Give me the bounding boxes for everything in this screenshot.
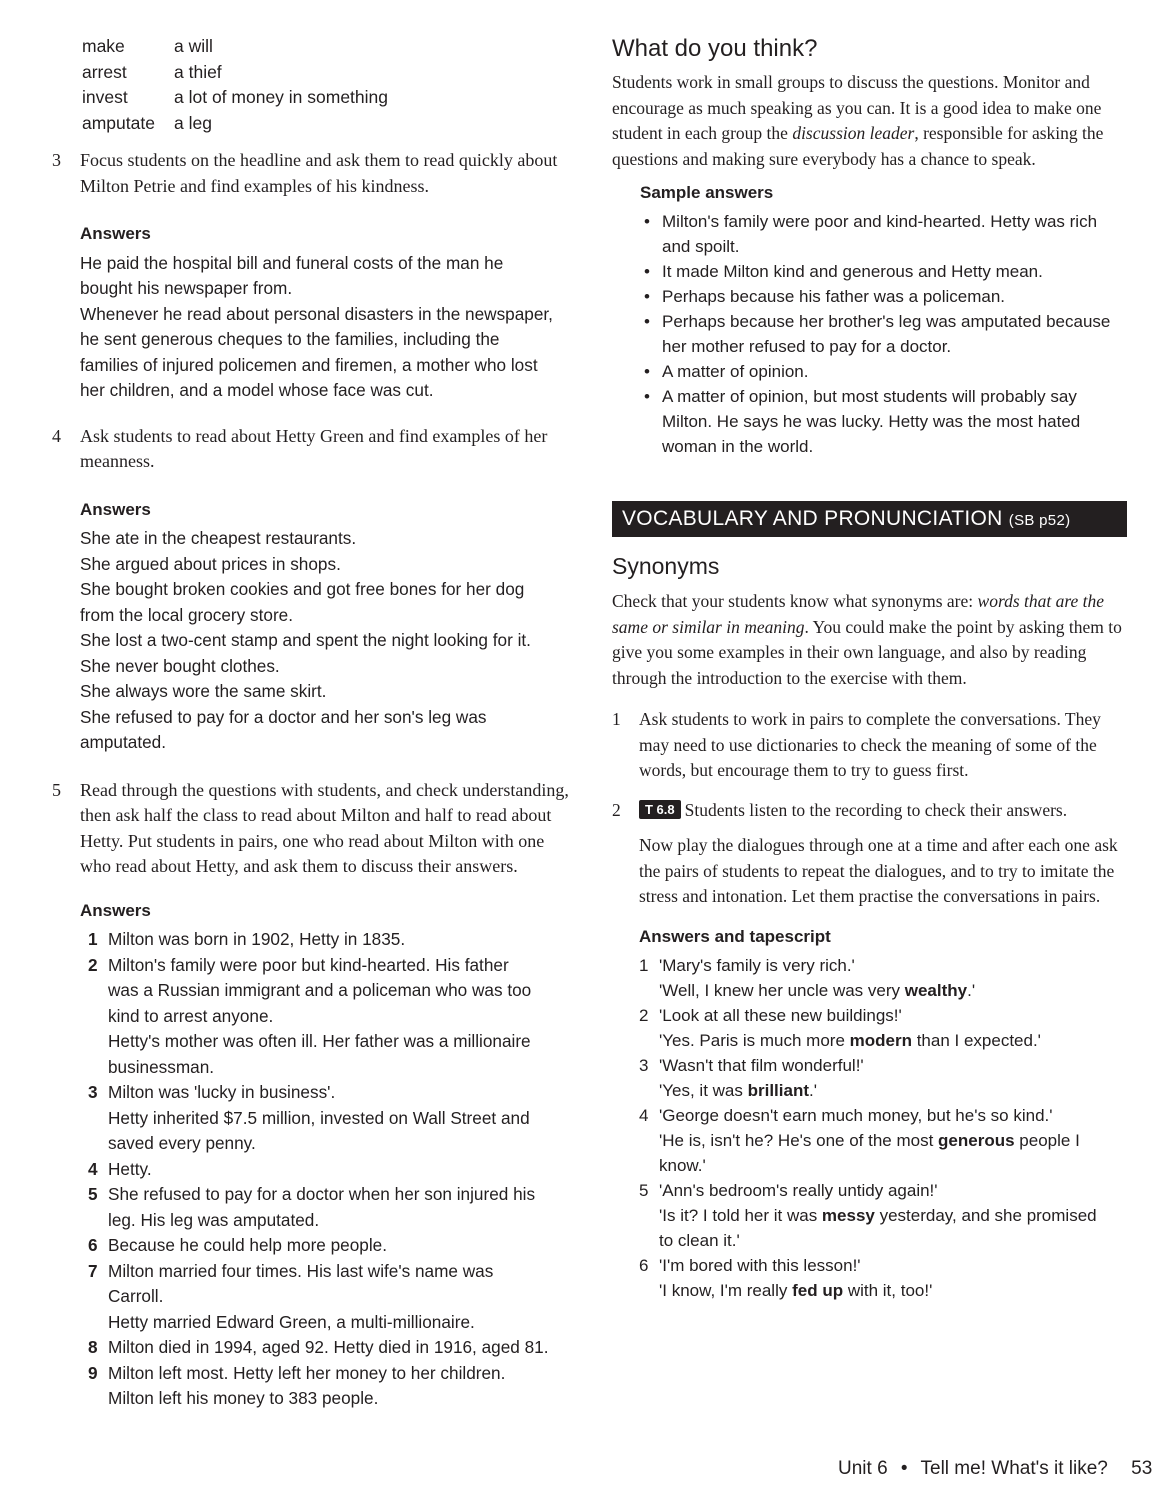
answer-line: Hetty inherited $7.5 million, invested on Wall Street and bbox=[108, 1107, 530, 1128]
word-pair-row bbox=[82, 60, 572, 86]
answer-item bbox=[88, 1080, 572, 1157]
tapescript-text: 'Mary's family is very rich.' bbox=[659, 955, 855, 975]
footer-title: Tell me! What's it like? bbox=[920, 1458, 1108, 1479]
sample-bullet bbox=[640, 309, 1127, 359]
bullet-icon: • bbox=[644, 262, 650, 281]
tapescript-text: 'I'm bored with this lesson!' bbox=[659, 1255, 861, 1275]
tapescript-text: with it, too!' bbox=[843, 1280, 933, 1300]
tapescript-line bbox=[659, 1003, 1127, 1028]
answer-item-number: 4 bbox=[88, 1158, 98, 1179]
tapescript-line bbox=[659, 1128, 1127, 1153]
pair-object: a leg bbox=[174, 112, 212, 133]
answer-line: kind to arrest anyone. bbox=[108, 1005, 274, 1026]
answer-item-number: 9 bbox=[88, 1362, 98, 1383]
item-5 bbox=[52, 778, 572, 880]
syn-body-part2: . You could make the point by asking them to give you some examples in their own language, and also by reading through the introduction to the exercise with them. bbox=[612, 616, 1122, 688]
answer-item bbox=[88, 1361, 572, 1412]
tapescript-line bbox=[659, 1178, 1127, 1203]
answer-line: She always wore the same skirt. bbox=[80, 681, 327, 701]
tapescript-text: 'He is, isn't he? He's one of the most bbox=[659, 1130, 939, 1150]
tapescript-text: than I expected.' bbox=[911, 1030, 1041, 1050]
syn-body-italic: words that are the same or similar in meaning bbox=[612, 591, 1105, 637]
answers-5 bbox=[80, 898, 572, 1412]
sample-bullet bbox=[640, 359, 1127, 384]
answer-line: Hetty married Edward Green, a multi-millionaire. bbox=[108, 1311, 475, 1332]
bullet-line: woman in the world. bbox=[662, 437, 814, 456]
tapescript-item-number: 5 bbox=[639, 1180, 649, 1200]
tapescript-text: know.' bbox=[659, 1155, 706, 1175]
answer-line: Hetty's mother was often ill. Her father was a millionaire bbox=[108, 1031, 531, 1051]
tapescript-text: .' bbox=[809, 1080, 817, 1100]
answer-item-number: 6 bbox=[88, 1235, 98, 1255]
synonyms-heading: Synonyms bbox=[612, 553, 720, 579]
tapescript-line bbox=[659, 1028, 1127, 1053]
answer-line: Milton's family were poor but kind-hearted. His father bbox=[108, 954, 509, 975]
tapescript-item bbox=[639, 1178, 1127, 1253]
bullet-line: A matter of opinion, but most students will probably say bbox=[662, 387, 1077, 406]
pair-verb: arrest bbox=[82, 61, 127, 82]
tapescript-text: 'Well, I knew her uncle was very bbox=[659, 980, 905, 1000]
answer-item bbox=[88, 953, 572, 1081]
vocab-item-2-text: Students listen to the recording to check their answers. bbox=[684, 799, 1068, 820]
item-4-text: Ask students to read about Hetty Green and find examples of her meanness. bbox=[80, 425, 548, 471]
tapescript-item bbox=[639, 1003, 1127, 1053]
tapescript-text: people I bbox=[1014, 1130, 1080, 1150]
bullet-icon: • bbox=[644, 287, 650, 306]
answer-item-number: 3 bbox=[88, 1082, 98, 1102]
tapescript-title: Answers and tapescript bbox=[639, 926, 831, 946]
synonym-word: generous bbox=[938, 1130, 1015, 1150]
tapescript-text: 'Look at all these new buildings!' bbox=[659, 1005, 902, 1025]
item-4-number: 4 bbox=[52, 425, 61, 446]
word-pair-row bbox=[82, 111, 572, 137]
answers-3 bbox=[80, 221, 572, 404]
footer-unit: Unit 6 bbox=[838, 1458, 888, 1479]
tapescript-line bbox=[659, 1228, 1127, 1253]
pair-verb: amputate bbox=[82, 112, 155, 133]
tapescript-item bbox=[639, 1253, 1127, 1303]
tapescript-items bbox=[639, 953, 1127, 1303]
answer-item bbox=[88, 1335, 572, 1361]
synonym-word: fed up bbox=[792, 1280, 844, 1300]
answer-line: saved every penny. bbox=[108, 1133, 256, 1153]
tapescript-line bbox=[659, 1253, 1127, 1278]
word-pair-row bbox=[82, 34, 572, 60]
item-5-text: Read through the questions with students, and check understanding, then ask half the class to read about Milton and half to read about Hetty. Put students in pairs, one who read about Milton with one who read about Hetty, and ask them to discuss their answers. bbox=[80, 779, 569, 876]
answers-3-lines bbox=[80, 251, 572, 404]
answer-line: Milton left his money to 383 people. bbox=[108, 1388, 379, 1408]
bullet-icon: • bbox=[644, 387, 650, 406]
synonyms-body bbox=[612, 589, 1127, 691]
tapescript-text: 'Yes. Paris is much more bbox=[659, 1030, 850, 1050]
pair-object: a lot of money in something bbox=[174, 87, 389, 107]
syn-body-part1: Check that your students know what synonyms are: bbox=[612, 591, 978, 611]
item-3-number: 3 bbox=[52, 150, 61, 170]
bullet-line: Perhaps because his father was a policeman. bbox=[662, 287, 1006, 306]
tapescript-text: 'Is it? I told her it was bbox=[659, 1205, 822, 1225]
answer-line: businessman. bbox=[108, 1056, 215, 1077]
answer-item-number: 1 bbox=[88, 929, 98, 949]
answer-item-number: 8 bbox=[88, 1337, 98, 1357]
sample-bullets bbox=[640, 209, 1127, 459]
answer-item bbox=[88, 927, 572, 953]
answer-item bbox=[88, 1233, 572, 1259]
answer-line: Milton was 'lucky in business'. bbox=[108, 1082, 336, 1102]
tapescript-line bbox=[659, 953, 1127, 978]
vocab-item-2-number: 2 bbox=[612, 799, 621, 820]
tapescript-text: 'George doesn't earn much money, but he's so kind.' bbox=[659, 1105, 1053, 1125]
answer-line: leg. His leg was amputated. bbox=[108, 1209, 320, 1230]
vocab-item-1-number: 1 bbox=[612, 709, 621, 729]
answer-line: Milton died in 1994, aged 92. Hetty died in 1916, aged 81. bbox=[108, 1337, 549, 1357]
answer-line: He paid the hospital bill and funeral costs of the man he bbox=[80, 252, 504, 273]
tapescript-item-number: 6 bbox=[639, 1255, 649, 1275]
answer-line: her children, and a model whose face was cut. bbox=[80, 380, 434, 400]
vocabulary-banner bbox=[612, 501, 1127, 537]
bullet-line: Milton's family were poor and kind-hearted. Hetty was rich bbox=[662, 212, 1098, 231]
banner-ref: (SB p52) bbox=[1008, 512, 1071, 529]
vocab-item-2-para2: Now play the dialogues through one at a time and after each one ask the pairs of students to repeat the dialogues, and to try to imitate the stress and intonation. Let them practise the conversations in pairs. bbox=[639, 835, 1118, 906]
tapescript-item bbox=[639, 1103, 1127, 1178]
answers-4 bbox=[80, 497, 572, 756]
answer-line: Milton left most. Hetty left her money to her children. bbox=[108, 1362, 506, 1383]
think-body-italic: discussion leader bbox=[792, 123, 915, 143]
bullet-icon: • bbox=[644, 212, 650, 231]
item-3-text: Focus students on the headline and ask them to read quickly about Milton Petrie and find examples of his kindness. bbox=[80, 150, 558, 196]
word-pairs bbox=[82, 34, 572, 136]
item-3 bbox=[52, 148, 572, 199]
answer-line: families of injured policemen and firemen, a mother who lost bbox=[80, 354, 538, 375]
answer-line: Milton married four times. His last wife's name was bbox=[108, 1260, 494, 1281]
vocab-item-1 bbox=[612, 707, 1127, 784]
answer-item bbox=[88, 1259, 572, 1336]
synonym-word: modern bbox=[849, 1030, 912, 1050]
answer-line: She never bought clothes. bbox=[80, 655, 280, 676]
pair-object: a thief bbox=[174, 61, 222, 82]
pair-object: a will bbox=[174, 36, 213, 56]
what-do-you-think-heading: What do you think? bbox=[612, 35, 818, 62]
answer-item-number: 5 bbox=[88, 1184, 98, 1204]
answer-line: She argued about prices in shops. bbox=[80, 553, 341, 574]
tapescript-text: .' bbox=[967, 980, 976, 1000]
sample-bullet bbox=[640, 284, 1127, 309]
answer-line: She ate in the cheapest restaurants. bbox=[80, 528, 357, 548]
synonym-word: brilliant bbox=[747, 1080, 810, 1100]
tapescript-item-number: 1 bbox=[639, 955, 649, 975]
tapescript-line bbox=[659, 978, 1127, 1003]
tapescript-line bbox=[659, 1153, 1127, 1178]
synonym-word: wealthy bbox=[904, 980, 968, 1000]
banner-title: VOCABULARY AND PRONUNCIATION bbox=[622, 507, 1003, 530]
sample-bullet bbox=[640, 259, 1127, 284]
tapescript-item-number: 2 bbox=[639, 1005, 649, 1025]
answer-line: She bought broken cookies and got free bones for her dog bbox=[80, 579, 525, 599]
sample-bullet bbox=[640, 209, 1127, 259]
answers-5-items bbox=[88, 927, 572, 1412]
left-column bbox=[52, 34, 572, 1412]
answer-line: Milton was born in 1902, Hetty in 1835. bbox=[108, 929, 406, 949]
answer-line: amputated. bbox=[80, 732, 166, 752]
think-body-part2: , responsible for asking the questions and making sure everybody has a chance to speak. bbox=[612, 123, 1104, 169]
bullet-icon: • bbox=[644, 312, 650, 331]
footer-separator: • bbox=[900, 1458, 908, 1479]
tapescript-text: 'Yes, it was bbox=[659, 1080, 748, 1100]
sample-answers-title: Sample answers bbox=[640, 183, 774, 202]
answer-line: Carroll. bbox=[108, 1286, 164, 1306]
bullet-icon: • bbox=[644, 362, 650, 381]
word-pair-row bbox=[82, 85, 572, 111]
tapescript-item bbox=[639, 953, 1127, 1003]
answers-5-title: Answers bbox=[80, 900, 151, 920]
tapescript-text: to clean it.' bbox=[659, 1230, 740, 1250]
think-body-part1: Students work in small groups to discuss the questions. Monitor and encourage as much speaking as you can. It is a good idea to make one student in each group the bbox=[612, 72, 1102, 143]
item-4 bbox=[52, 424, 572, 475]
sample-bullet bbox=[640, 384, 1127, 459]
vocab-item-2 bbox=[612, 798, 1127, 910]
answer-line: She refused to pay for a doctor and her son's leg was bbox=[80, 706, 487, 727]
item-5-number: 5 bbox=[52, 779, 61, 800]
bullet-line: and spoilt. bbox=[662, 237, 740, 256]
pair-verb: make bbox=[82, 36, 125, 56]
synonym-word: messy bbox=[821, 1205, 875, 1225]
vocab-item-1-text: Ask students to work in pairs to complete the conversations. They may need to use dictionaries to check the meaning of some of the words, but encourage them to try to guess first. bbox=[639, 709, 1101, 780]
answer-line: bought his newspaper from. bbox=[80, 278, 293, 298]
think-body bbox=[612, 70, 1127, 172]
tapescript-text: 'I know, I'm really bbox=[659, 1280, 793, 1300]
tapescript-line bbox=[659, 1103, 1127, 1128]
tapescript-item-number: 3 bbox=[639, 1055, 649, 1075]
tapescript-line bbox=[659, 1203, 1127, 1228]
audio-track-badge: T 6.8 bbox=[639, 800, 681, 819]
answer-line: Because he could help more people. bbox=[108, 1235, 388, 1255]
answer-line: Whenever he read about personal disasters in the newspaper, bbox=[80, 303, 553, 324]
answer-line: he sent generous cheques to the families, including the bbox=[80, 329, 500, 349]
answer-item bbox=[88, 1182, 572, 1233]
tapescript-line bbox=[659, 1053, 1127, 1078]
bullet-line: Perhaps because her brother's leg was amputated because bbox=[662, 312, 1111, 331]
bullet-line: It made Milton kind and generous and Hetty mean. bbox=[662, 262, 1043, 281]
bullet-line: A matter of opinion. bbox=[662, 362, 809, 381]
answers-tapescript bbox=[639, 924, 1127, 1303]
answers-4-title: Answers bbox=[80, 499, 151, 519]
answers-4-lines bbox=[80, 526, 572, 756]
page-number: 53 bbox=[1131, 1458, 1153, 1479]
tapescript-item bbox=[639, 1053, 1127, 1103]
bullet-line: her mother refused to pay for a doctor. bbox=[662, 337, 952, 356]
answer-line: She refused to pay for a doctor when her son injured his bbox=[108, 1184, 536, 1204]
answer-line: She lost a two-cent stamp and spent the night looking for it. bbox=[80, 630, 531, 650]
answer-line: Hetty. bbox=[108, 1158, 152, 1179]
answers-3-title: Answers bbox=[80, 224, 151, 243]
answer-item-number: 2 bbox=[88, 954, 98, 975]
tapescript-line bbox=[659, 1078, 1127, 1103]
tapescript-item-number: 4 bbox=[639, 1105, 649, 1125]
page-footer bbox=[838, 1458, 1152, 1480]
answer-line: from the local grocery store. bbox=[80, 604, 294, 625]
right-column bbox=[612, 34, 1127, 1303]
tapescript-line bbox=[659, 1278, 1127, 1303]
tapescript-text: 'Ann's bedroom's really untidy again!' bbox=[659, 1180, 938, 1200]
pair-verb: invest bbox=[82, 87, 128, 107]
tapescript-text: 'Wasn't that film wonderful!' bbox=[659, 1055, 864, 1075]
tapescript-text: yesterday, and she promised bbox=[874, 1205, 1097, 1225]
bullet-line: Milton. He says he was lucky. Hetty was the most hated bbox=[662, 412, 1081, 431]
answer-item bbox=[88, 1157, 572, 1183]
answer-item-number: 7 bbox=[88, 1260, 98, 1281]
answer-line: was a Russian immigrant and a policeman who was too bbox=[108, 980, 532, 1000]
sample-answers bbox=[640, 180, 1127, 459]
